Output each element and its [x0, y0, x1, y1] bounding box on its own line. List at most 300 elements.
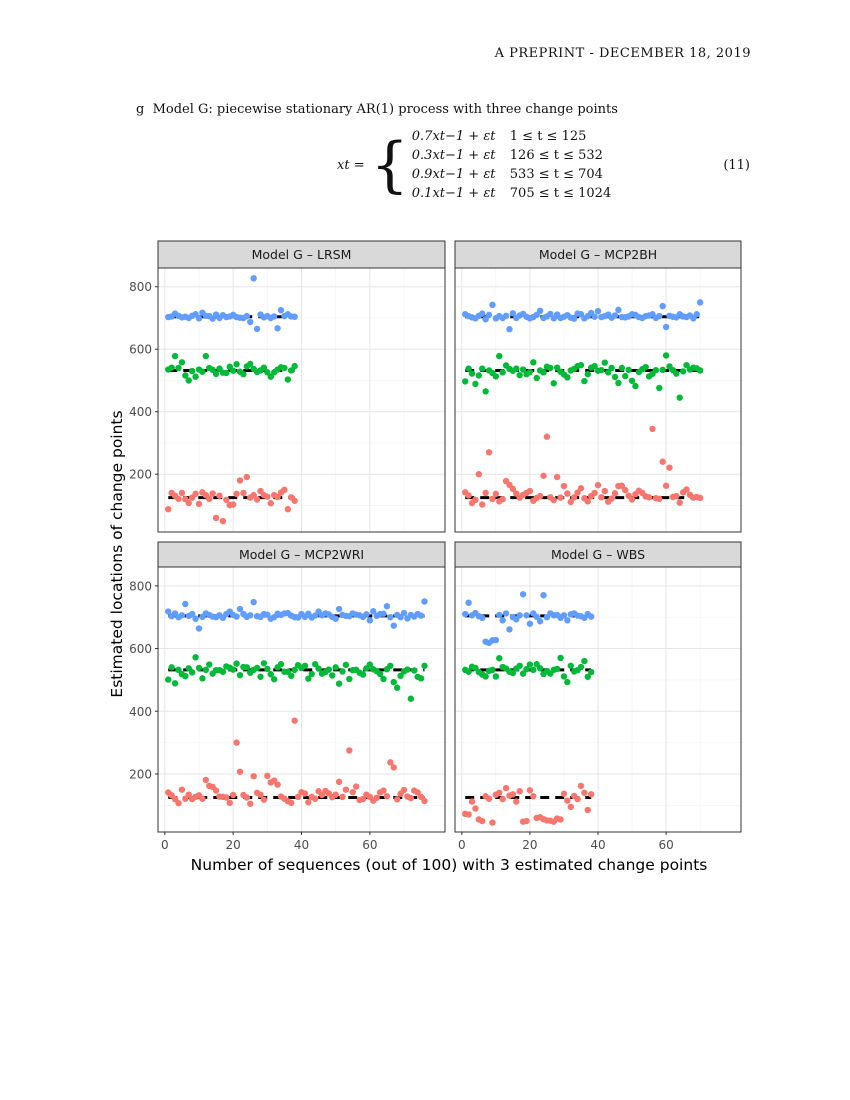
point-cp2: [288, 673, 294, 679]
equation-case-cond: 533 ≤ t ≤ 704: [509, 167, 603, 182]
point-cp2: [622, 373, 628, 379]
point-cp2: [329, 672, 335, 678]
point-cp1: [220, 518, 226, 524]
point-cp2: [493, 373, 499, 379]
point-cp2: [206, 661, 212, 667]
point-cp1: [479, 818, 485, 824]
point-cp1: [479, 501, 485, 507]
point-cp2: [656, 385, 662, 391]
point-cp1: [510, 791, 516, 797]
point-cp2: [489, 667, 495, 673]
point-cp1: [499, 496, 505, 502]
point-cp1: [237, 477, 243, 483]
point-cp3: [516, 612, 522, 618]
point-cp3: [182, 601, 188, 607]
point-cp3: [462, 611, 468, 617]
point-cp2: [625, 367, 631, 373]
point-cp3: [697, 299, 703, 305]
point-cp3: [496, 612, 502, 618]
point-cp2: [632, 383, 638, 389]
point-cp3: [336, 606, 342, 612]
point-cp2: [192, 654, 198, 660]
point-cp1: [264, 773, 270, 779]
point-cp2: [472, 381, 478, 387]
point-cp1: [656, 496, 662, 502]
point-cp1: [588, 791, 594, 797]
point-cp1: [261, 796, 267, 802]
point-cp1: [496, 790, 502, 796]
point-cp2: [530, 667, 536, 673]
y-tick-label: 400: [129, 405, 152, 420]
point-cp1: [332, 791, 338, 797]
point-cp3: [659, 303, 665, 309]
point-cp2: [421, 663, 427, 669]
point-cp2: [585, 371, 591, 377]
point-cp1: [339, 794, 345, 800]
point-cp2: [230, 666, 236, 672]
point-cp1: [561, 791, 567, 797]
point-cp3: [332, 616, 338, 622]
point-cp1: [499, 796, 505, 802]
point-cp2: [557, 655, 563, 661]
point-cp3: [506, 626, 512, 632]
point-cp2: [408, 696, 414, 702]
x-tick-label: 20: [522, 838, 538, 852]
point-cp1: [527, 488, 533, 494]
point-cp1: [612, 490, 618, 496]
point-cp1: [666, 464, 672, 470]
point-cp1: [254, 496, 260, 502]
point-cp2: [677, 394, 683, 400]
point-cp1: [697, 495, 703, 501]
point-cp1: [540, 473, 546, 479]
equation-case-expr: 0.9xt−1 + εt: [411, 167, 496, 182]
equation-case-cond: 705 ≤ t ≤ 1024: [509, 186, 612, 201]
point-cp2: [257, 674, 263, 680]
point-cp2: [411, 667, 417, 673]
point-cp1: [373, 795, 379, 801]
point-cp1: [557, 816, 563, 822]
point-cp1: [203, 777, 209, 783]
x-tick-label: 60: [362, 838, 378, 852]
point-cp1: [581, 790, 587, 796]
point-cp2: [404, 666, 410, 672]
point-cp2: [588, 669, 594, 675]
point-cp1: [264, 493, 270, 499]
point-cp1: [544, 434, 550, 440]
point-cp2: [496, 353, 502, 359]
point-cp1: [244, 474, 250, 480]
point-cp1: [250, 773, 256, 779]
point-cp2: [223, 370, 229, 376]
point-cp3: [694, 311, 700, 317]
point-cp2: [336, 680, 342, 686]
point-cp3: [418, 612, 424, 618]
point-cp1: [408, 795, 414, 801]
point-cp1: [551, 497, 557, 503]
point-cp3: [192, 616, 198, 622]
point-cp3: [503, 610, 509, 616]
y-tick-label: 800: [129, 280, 152, 295]
point-cp2: [168, 364, 174, 370]
point-cp2: [527, 661, 533, 667]
point-cp1: [240, 490, 246, 496]
point-cp1: [568, 804, 574, 810]
point-cp1: [223, 497, 229, 503]
point-cp1: [401, 787, 407, 793]
point-cp1: [663, 483, 669, 489]
point-cp1: [312, 796, 318, 802]
point-cp1: [223, 794, 229, 800]
x-tick-label: 40: [590, 838, 606, 852]
point-cp3: [247, 319, 253, 325]
point-cp1: [179, 786, 185, 792]
point-cp2: [598, 367, 604, 373]
point-cp2: [653, 367, 659, 373]
point-cp1: [646, 494, 652, 500]
y-tick-label: 200: [129, 767, 152, 782]
point-cp1: [285, 506, 291, 512]
point-cp2: [233, 361, 239, 367]
point-cp1: [564, 797, 570, 803]
point-cp3: [271, 313, 277, 319]
point-cp3: [656, 313, 662, 319]
point-cp2: [602, 359, 608, 365]
point-cp2: [496, 655, 502, 661]
point-cp2: [172, 353, 178, 359]
point-cp1: [186, 500, 192, 506]
model-item-marker: g: [136, 102, 145, 117]
panel-title: Model G – MCP2BH: [538, 247, 658, 262]
point-cp1: [233, 739, 239, 745]
point-cp2: [271, 676, 277, 682]
point-cp2: [551, 380, 557, 386]
panel-title: Model G – MCP2WRI: [238, 547, 365, 562]
point-cp2: [568, 663, 574, 669]
point-cp2: [642, 364, 648, 370]
point-cp1: [196, 501, 202, 507]
point-cp1: [486, 796, 492, 802]
point-cp3: [244, 313, 250, 319]
point-cp2: [237, 672, 243, 678]
point-cp2: [697, 367, 703, 373]
point-cp2: [326, 666, 332, 672]
point-cp2: [612, 374, 618, 380]
point-cp2: [175, 365, 181, 371]
point-cp3: [527, 621, 533, 627]
point-cp3: [479, 615, 485, 621]
point-cp1: [336, 779, 342, 785]
point-cp3: [493, 637, 499, 643]
y-tick-label: 600: [129, 342, 152, 357]
equation-lhs: xt =: [337, 157, 365, 173]
point-cp2: [199, 369, 205, 375]
point-cp1: [493, 491, 499, 497]
point-cp3: [486, 312, 492, 318]
point-cp1: [602, 488, 608, 494]
x-tick-label: 0: [457, 838, 466, 852]
x-tick-label: 40: [293, 838, 310, 852]
point-cp2: [516, 372, 522, 378]
point-cp1: [192, 491, 198, 497]
point-cp2: [360, 671, 366, 677]
point-cp2: [233, 660, 239, 666]
point-cp1: [237, 769, 243, 775]
point-cp2: [564, 679, 570, 685]
x-axis-title: Number of sequences (out of 100) with 3 estimated change points: [190, 856, 708, 874]
point-cp3: [278, 307, 284, 313]
point-cp3: [540, 592, 546, 598]
point-cp1: [244, 794, 250, 800]
point-cp3: [233, 613, 239, 619]
point-cp2: [482, 673, 488, 679]
point-cp3: [391, 622, 397, 628]
point-cp3: [564, 617, 570, 623]
point-cp2: [203, 353, 209, 359]
equation-brace: {: [370, 130, 409, 200]
point-cp2: [663, 352, 669, 358]
point-cp2: [462, 378, 468, 384]
point-cp1: [209, 490, 215, 496]
point-cp1: [216, 493, 222, 499]
point-cp2: [564, 374, 570, 380]
point-cp3: [380, 611, 386, 617]
point-cp1: [175, 496, 181, 502]
point-cp1: [281, 487, 287, 493]
page-header: A PREPRINT - DECEMBER 18, 2019: [494, 46, 751, 61]
point-cp1: [353, 783, 359, 789]
point-cp2: [264, 666, 270, 672]
point-cp2: [281, 365, 287, 371]
point-cp1: [384, 793, 390, 799]
point-cp3: [523, 612, 529, 618]
point-cp1: [591, 490, 597, 496]
point-cp2: [391, 679, 397, 685]
point-cp1: [230, 501, 236, 507]
point-cp2: [527, 369, 533, 375]
point-cp3: [595, 308, 601, 314]
point-cp2: [513, 365, 519, 371]
point-cp1: [291, 498, 297, 504]
point-cp2: [189, 669, 195, 675]
point-cp3: [537, 618, 543, 624]
point-cp1: [629, 496, 635, 502]
point-cp2: [581, 378, 587, 384]
point-cp1: [486, 449, 492, 455]
point-cp1: [465, 811, 471, 817]
point-cp1: [523, 818, 529, 824]
point-cp3: [465, 600, 471, 606]
point-cp2: [213, 371, 219, 377]
equation-case-expr: 0.3xt−1 + εt: [411, 148, 496, 163]
point-cp2: [554, 666, 560, 672]
y-tick-label: 200: [129, 467, 152, 482]
point-cp3: [196, 625, 202, 631]
point-cp2: [302, 663, 308, 669]
point-cp3: [387, 614, 393, 620]
point-cp1: [394, 796, 400, 802]
point-cp1: [472, 497, 478, 503]
point-cp1: [391, 764, 397, 770]
point-cp1: [683, 486, 689, 492]
point-cp2: [629, 378, 635, 384]
point-cp1: [585, 807, 591, 813]
point-cp1: [530, 793, 536, 799]
point-cp2: [659, 367, 665, 373]
x-tick-label: 20: [225, 838, 241, 852]
point-cp3: [384, 603, 390, 609]
point-cp3: [506, 326, 512, 332]
point-cp3: [499, 617, 505, 623]
point-cp1: [421, 798, 427, 804]
point-cp2: [186, 377, 192, 383]
point-cp1: [343, 786, 349, 792]
point-cp1: [561, 483, 567, 489]
point-cp1: [489, 819, 495, 825]
model-item-text: Model G: piecewise stationary AR(1) process with three change points: [152, 102, 618, 117]
point-cp1: [516, 788, 522, 794]
point-cp2: [285, 376, 291, 382]
panel-title: Model G – WBS: [550, 547, 646, 562]
point-cp2: [240, 371, 246, 377]
point-cp3: [196, 315, 202, 321]
x-tick-label: 60: [658, 838, 674, 852]
point-cp3: [615, 307, 621, 313]
point-cp1: [302, 790, 308, 796]
point-cp1: [288, 800, 294, 806]
point-cp2: [479, 365, 485, 371]
point-cp2: [244, 664, 250, 670]
point-cp1: [503, 785, 509, 791]
point-cp1: [513, 798, 519, 804]
point-cp1: [175, 800, 181, 806]
equation-case-expr: 0.1xt−1 + εt: [411, 186, 496, 201]
equation-number: (11): [723, 158, 750, 173]
point-cp2: [179, 359, 185, 365]
point-cp2: [493, 673, 499, 679]
point-cp3: [537, 308, 543, 314]
point-cp2: [172, 680, 178, 686]
point-cp1: [465, 492, 471, 498]
point-cp2: [192, 374, 198, 380]
point-cp3: [520, 591, 526, 597]
point-cp1: [472, 805, 478, 811]
point-cp2: [482, 388, 488, 394]
equation-case-expr: 0.7xt−1 + εt: [411, 129, 496, 144]
point-cp2: [339, 668, 345, 674]
point-cp1: [247, 801, 253, 807]
point-cp2: [309, 671, 315, 677]
point-cp1: [380, 787, 386, 793]
point-cp2: [394, 685, 400, 691]
point-cp1: [199, 796, 205, 802]
point-cp2: [578, 664, 584, 670]
point-cp3: [503, 313, 509, 319]
point-cp2: [254, 665, 260, 671]
point-cp2: [380, 676, 386, 682]
point-cp1: [274, 781, 280, 787]
point-cp2: [499, 369, 505, 375]
point-cp2: [332, 664, 338, 670]
point-cp2: [530, 359, 536, 365]
point-cp1: [305, 799, 311, 805]
equation-case-cond: 126 ≤ t ≤ 532: [509, 148, 603, 163]
point-cp2: [203, 667, 209, 673]
point-cp3: [588, 613, 594, 619]
point-cp1: [482, 490, 488, 496]
point-cp2: [291, 363, 297, 369]
point-cp2: [547, 365, 553, 371]
point-cp2: [168, 664, 174, 670]
point-cp1: [677, 499, 683, 505]
point-cp1: [578, 485, 584, 491]
point-cp2: [615, 380, 621, 386]
point-cp1: [578, 783, 584, 789]
point-cp2: [516, 663, 522, 669]
point-cp2: [230, 368, 236, 374]
point-cp1: [527, 787, 533, 793]
point-cp1: [268, 500, 274, 506]
point-cp3: [247, 612, 253, 618]
point-cp1: [179, 490, 185, 496]
point-cp2: [261, 660, 267, 666]
point-cp2: [561, 673, 567, 679]
point-cp3: [291, 314, 297, 320]
point-cp2: [619, 365, 625, 371]
point-cp1: [476, 471, 482, 477]
y-tick-label: 600: [129, 642, 152, 657]
point-cp2: [581, 658, 587, 664]
point-cp3: [479, 310, 485, 316]
point-cp3: [663, 324, 669, 330]
point-cp1: [233, 491, 239, 497]
point-cp1: [469, 798, 475, 804]
point-cp2: [608, 365, 614, 371]
point-cp3: [274, 325, 280, 331]
point-cp2: [387, 663, 393, 669]
point-cp3: [363, 611, 369, 617]
point-cp2: [476, 372, 482, 378]
point-cp1: [537, 493, 543, 499]
point-cp1: [564, 490, 570, 496]
point-cp1: [206, 496, 212, 502]
point-cp2: [534, 375, 540, 381]
panel-title: Model G – LRSM: [251, 247, 352, 262]
point-cp2: [165, 676, 171, 682]
point-cp1: [165, 506, 171, 512]
point-cp1: [673, 493, 679, 499]
y-tick-label: 400: [129, 704, 152, 719]
point-cp3: [250, 275, 256, 281]
point-cp3: [401, 610, 407, 616]
point-cp1: [291, 717, 297, 723]
point-cp2: [680, 368, 686, 374]
point-cp1: [622, 487, 628, 493]
point-cp2: [196, 665, 202, 671]
y-tick-label: 800: [129, 579, 152, 594]
point-cp1: [585, 498, 591, 504]
point-cp1: [350, 789, 356, 795]
point-cp2: [278, 661, 284, 667]
point-cp2: [578, 362, 584, 368]
point-cp3: [612, 312, 618, 318]
point-cp1: [608, 495, 614, 501]
point-cp2: [199, 675, 205, 681]
point-cp2: [673, 370, 679, 376]
point-cp2: [418, 675, 424, 681]
point-cp2: [537, 665, 543, 671]
point-cp1: [557, 494, 563, 500]
